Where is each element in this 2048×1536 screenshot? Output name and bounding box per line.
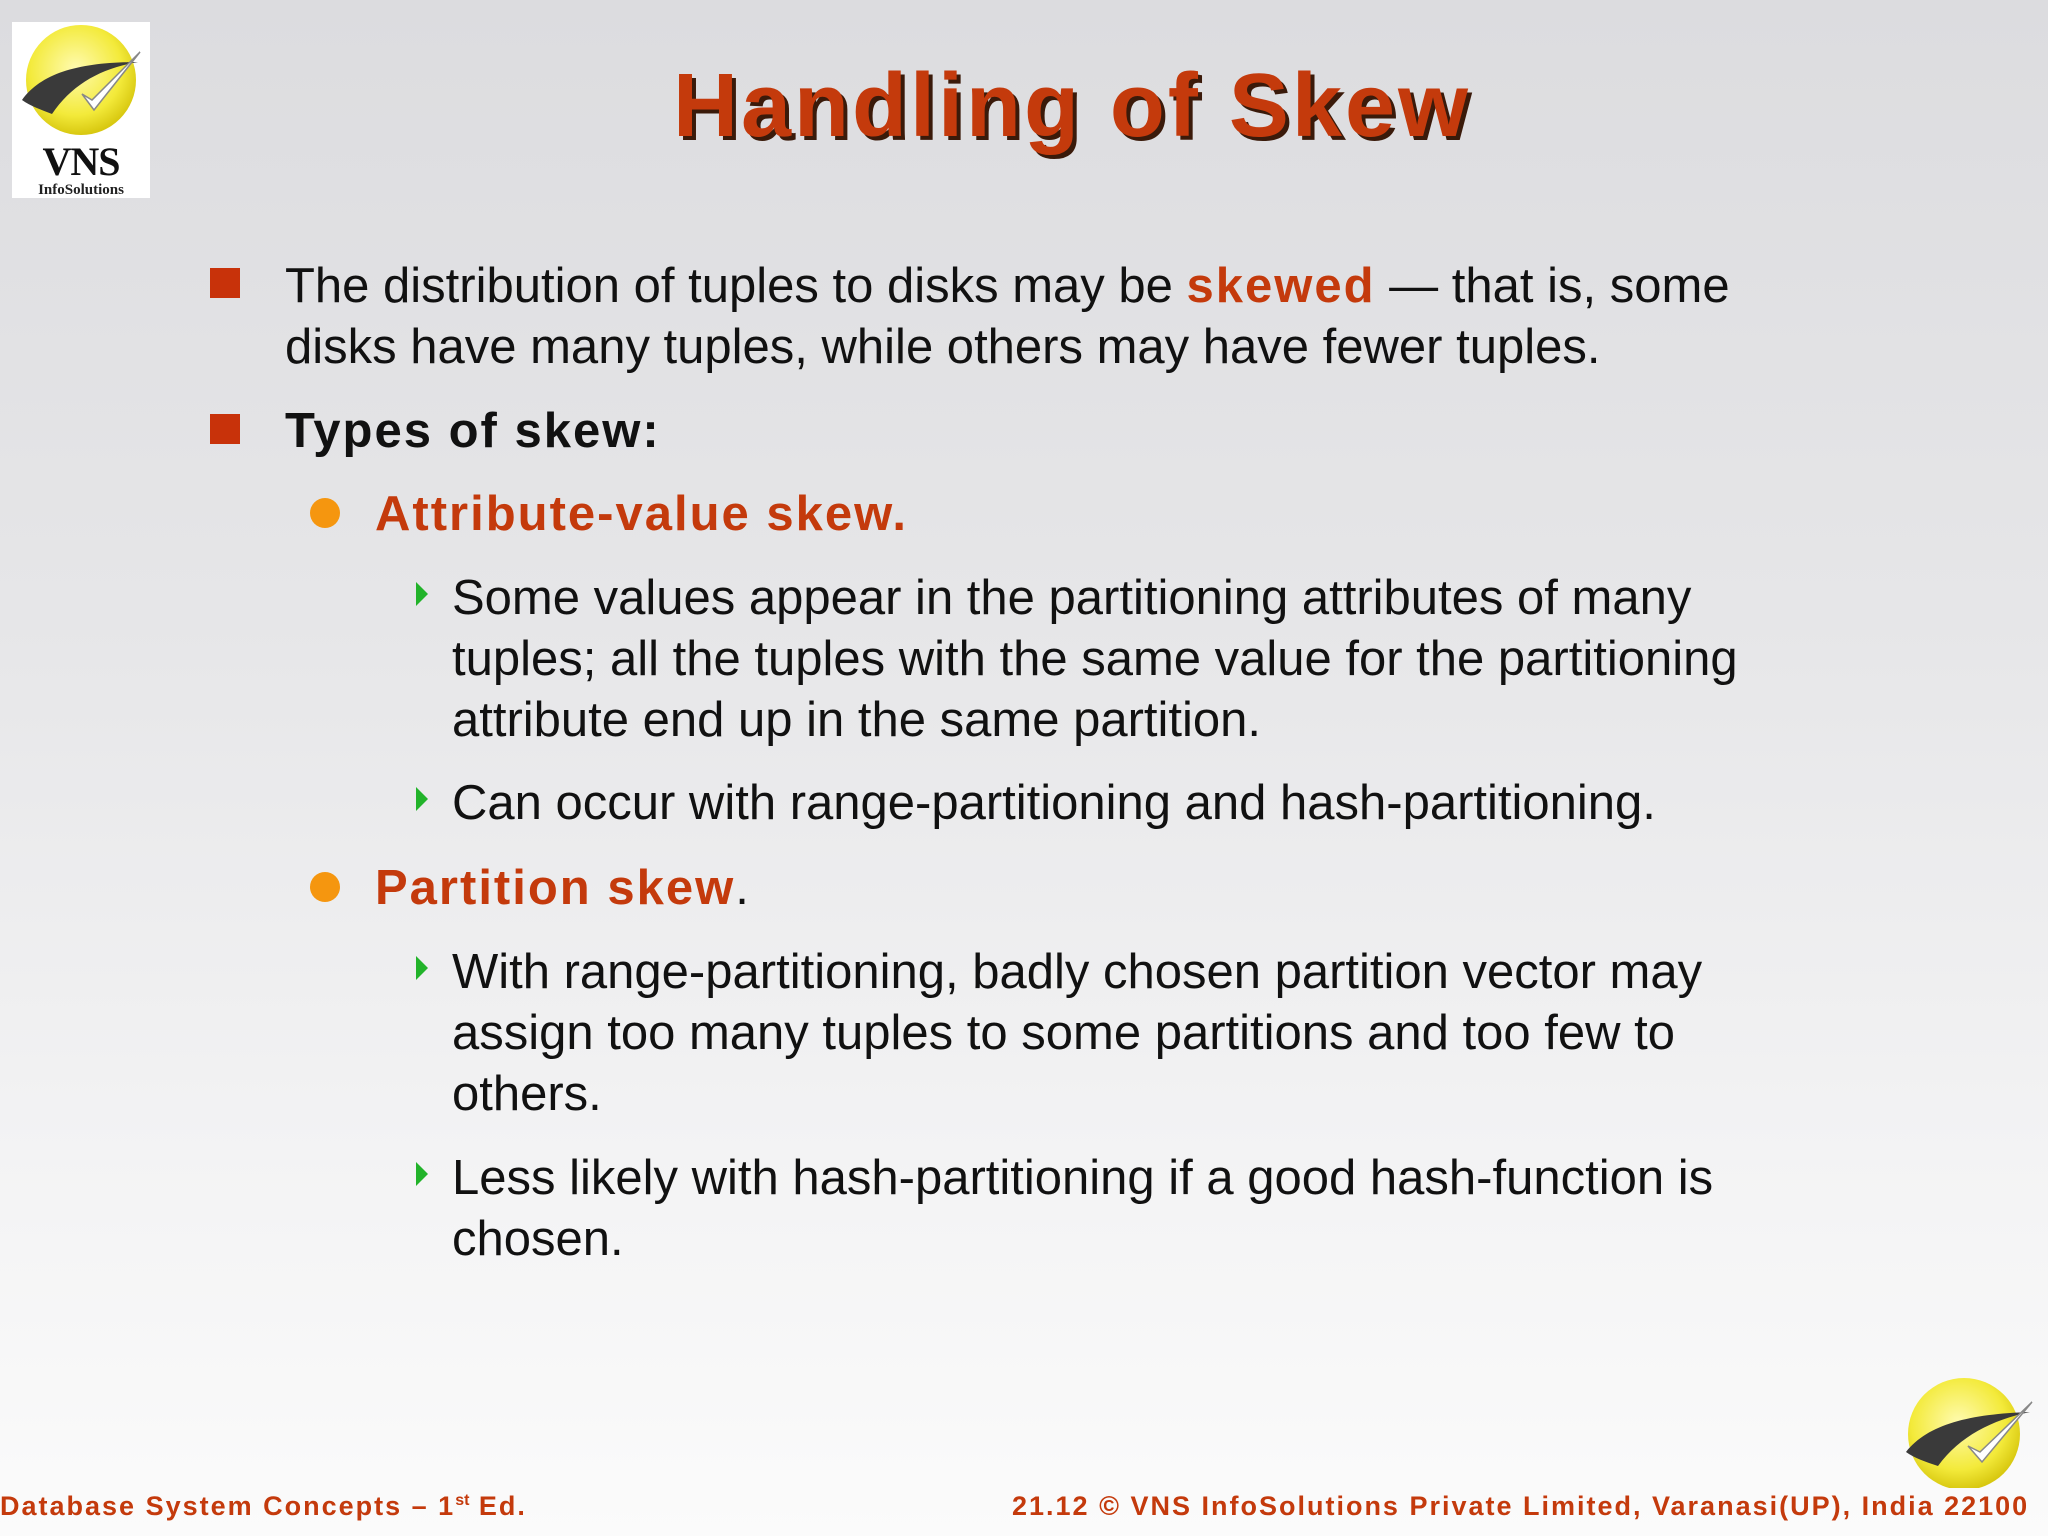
bullet-2-heading: Types of skew: <box>285 404 661 458</box>
triangle-bullet-icon <box>416 956 428 980</box>
bullet-1-line-2: disks have many tuples, while others may have fewer tuples. <box>285 320 1601 374</box>
sub-2-item-1-line-3: others. <box>452 1067 602 1121</box>
triangle-bullet-icon <box>416 582 428 606</box>
slide-title: Handling of Skew <box>672 56 1472 156</box>
bullet-1-text-before: The distribution of tuples to disks may be <box>285 259 1187 313</box>
square-bullet-icon <box>210 414 240 444</box>
sub-1-item-1-line-3: attribute end up in the same partition. <box>452 693 1262 747</box>
sub-1-item-1-line-2: tuples; all the tuples with the same value for the partitioning <box>452 632 1738 686</box>
footer-left <box>0 1491 527 1522</box>
bullet-1-text-after: — that is, some <box>1375 259 1730 313</box>
bullet-1-emphasis: skewed <box>1186 259 1376 313</box>
sub-2-heading-suffix: . <box>735 861 749 915</box>
square-bullet-icon <box>210 268 240 298</box>
sub-2-heading-title: Partition skew <box>375 861 736 915</box>
logo-tagline: InfoSolutions <box>38 182 124 198</box>
triangle-bullet-icon <box>416 787 428 811</box>
footer-logo <box>1898 1368 2038 1488</box>
sub-1-item-2-line-1: Can occur with range-partitioning and hash-partitioning. <box>452 776 1656 830</box>
footer-left-suffix: Ed. <box>469 1491 527 1521</box>
sub-2-item-2-line-2: chosen. <box>452 1212 624 1266</box>
sub-2-item-1-line-1: With range-partitioning, badly chosen partition vector may <box>452 945 1703 999</box>
circle-bullet-icon <box>310 872 340 902</box>
triangle-bullet-icon <box>416 1162 428 1186</box>
logo-emblem-icon <box>1898 1368 2038 1488</box>
circle-bullet-icon <box>310 498 340 528</box>
sub-2-item-1-line-2: assign too many tuples to some partitions and too few to <box>452 1006 1675 1060</box>
footer-left-sup: st <box>455 1492 470 1509</box>
sub-2-item-2-line-1: Less likely with hash-partitioning if a good hash-function is <box>452 1151 1714 1205</box>
sub-2-heading <box>375 858 749 919</box>
footer-right: 21.12 © VNS InfoSolutions Private Limited, Varanasi(UP), India 22100 <box>1012 1491 2030 1521</box>
logo-name: VNS <box>42 139 120 184</box>
sub-1-heading: Attribute-value skew. <box>375 487 909 541</box>
sub-1-item-1-line-1: Some values appear in the partitioning attributes of many <box>452 571 1692 625</box>
bullet-1-line-1 <box>285 256 1730 317</box>
footer-left-text: Database System Concepts – 1 <box>0 1491 456 1521</box>
